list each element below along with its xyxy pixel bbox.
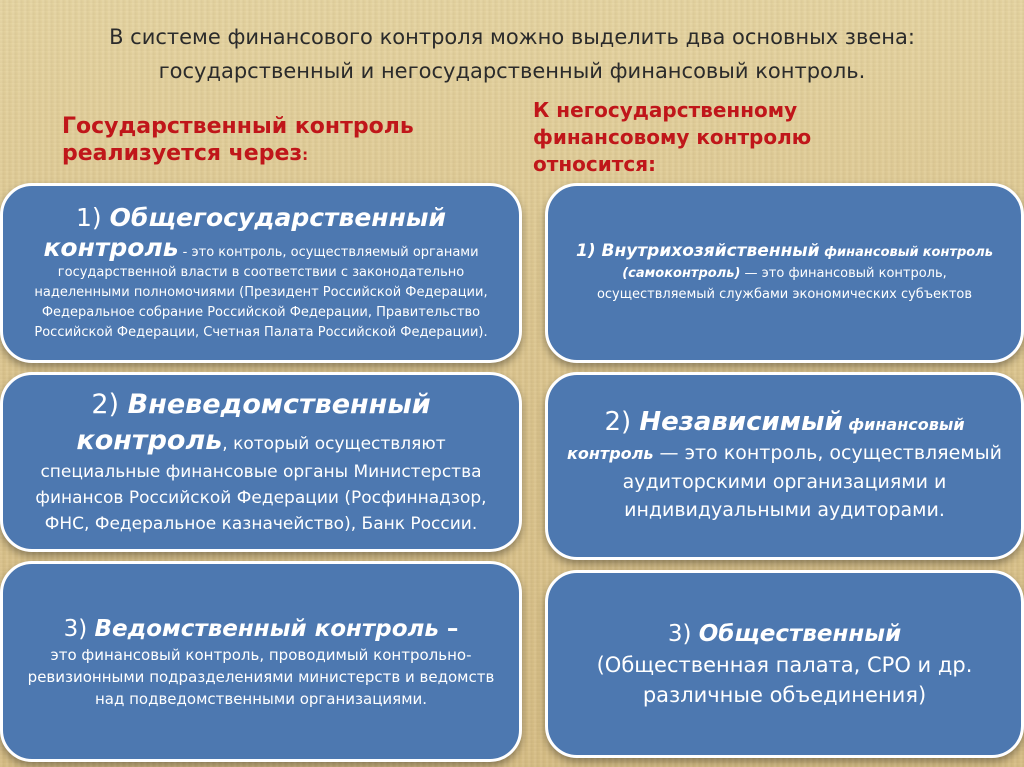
card-title-small-continued: контроль (самоконтроль) — [622, 245, 993, 281]
card-number: 3) — [667, 621, 699, 647]
card-title-text: Вневедомственный — [127, 389, 431, 420]
card-interdepartmental-control — [0, 372, 522, 552]
card-lead-line — [17, 423, 505, 459]
slide-title-line-1: В системе финансового контроля можно выделить два основных звена: — [109, 25, 915, 49]
card-title — [17, 387, 505, 423]
card-nationwide-control — [0, 183, 522, 363]
card-text — [562, 408, 1007, 524]
card-title-small: финансовый — [819, 245, 919, 260]
card-description: государственной власти в соответствии с законодательно наделенными полномочиями (Президент Российской Федерации, Федеральное собрание Российской Федерации, Правительство Российской Федерации, Счетная Палата Российской Федерации). — [34, 265, 488, 340]
card-title — [562, 618, 1007, 650]
card-description: — это финансовый контроль, осуществляемый службами экономических субъектов — [596, 266, 973, 302]
non-state-control-heading-line-1: К негосударственному — [533, 98, 798, 122]
state-control-heading-line-1: Государственный контроль — [62, 114, 414, 139]
slide-title — [40, 20, 984, 88]
card-number: 3) — [63, 615, 95, 642]
card-title — [17, 614, 505, 644]
state-control-heading-line-2 — [62, 140, 414, 169]
card-number: 1) — [76, 203, 110, 232]
card-lead-line — [17, 233, 505, 263]
card-departmental-control — [0, 561, 522, 762]
state-control-heading-colon: : — [302, 146, 309, 164]
card-title-small-continued: контроль — [567, 444, 654, 463]
card-text — [562, 241, 1007, 305]
card-title-text: Ведомственный контроль — [94, 615, 439, 642]
state-control-heading-text: реализуется через — [62, 141, 303, 166]
card-title-continued: контроль — [43, 233, 179, 262]
card-lead-text: , который осуществляют — [222, 434, 446, 454]
non-state-control-heading-line-3: относится: — [533, 152, 657, 176]
card-title-text: Внутрихозяйственный — [601, 241, 820, 261]
card-description: — это контроль, осуществляемый аудиторскими организациями и индивидуальными аудиторами. — [622, 442, 1002, 521]
card-number: 2) — [604, 407, 640, 437]
card-description: это финансовый контроль, проводимый контрольно-ревизионными подразделениями министерств и ведомств над подведомственными организациями. — [27, 645, 495, 708]
card-description: (Общественная палата, СРО и др. различные объединения) — [596, 653, 973, 707]
card-public-control — [545, 570, 1024, 758]
card-number: 2) — [91, 389, 128, 420]
card-title — [17, 203, 505, 233]
card-title-small: финансовый — [842, 415, 965, 434]
slide-title-line-2: государственный и негосударственный финансовый контроль. — [158, 59, 866, 83]
card-number: 1) — [576, 241, 602, 261]
card-internal-control — [545, 183, 1024, 363]
card-title-text: Общегосударственный — [109, 203, 446, 232]
card-lead-text: - это контроль, осуществляемый органами — [178, 245, 479, 260]
card-title-dash: – — [438, 615, 459, 642]
card-title-text: Независимый — [639, 407, 843, 437]
non-state-control-heading-line-2: финансовому контролю — [533, 125, 812, 149]
card-title-continued: контроль — [76, 425, 223, 456]
card-description: специальные финансовые органы Министерства финансов Российской Федерации (Росфиннадзор, ФНС, Федеральное казначейство), Банк России. — [35, 462, 487, 534]
non-state-control-heading — [533, 97, 811, 178]
card-title-text: Общественный — [698, 621, 902, 647]
state-control-heading — [62, 113, 414, 169]
card-independent-control — [545, 372, 1024, 560]
